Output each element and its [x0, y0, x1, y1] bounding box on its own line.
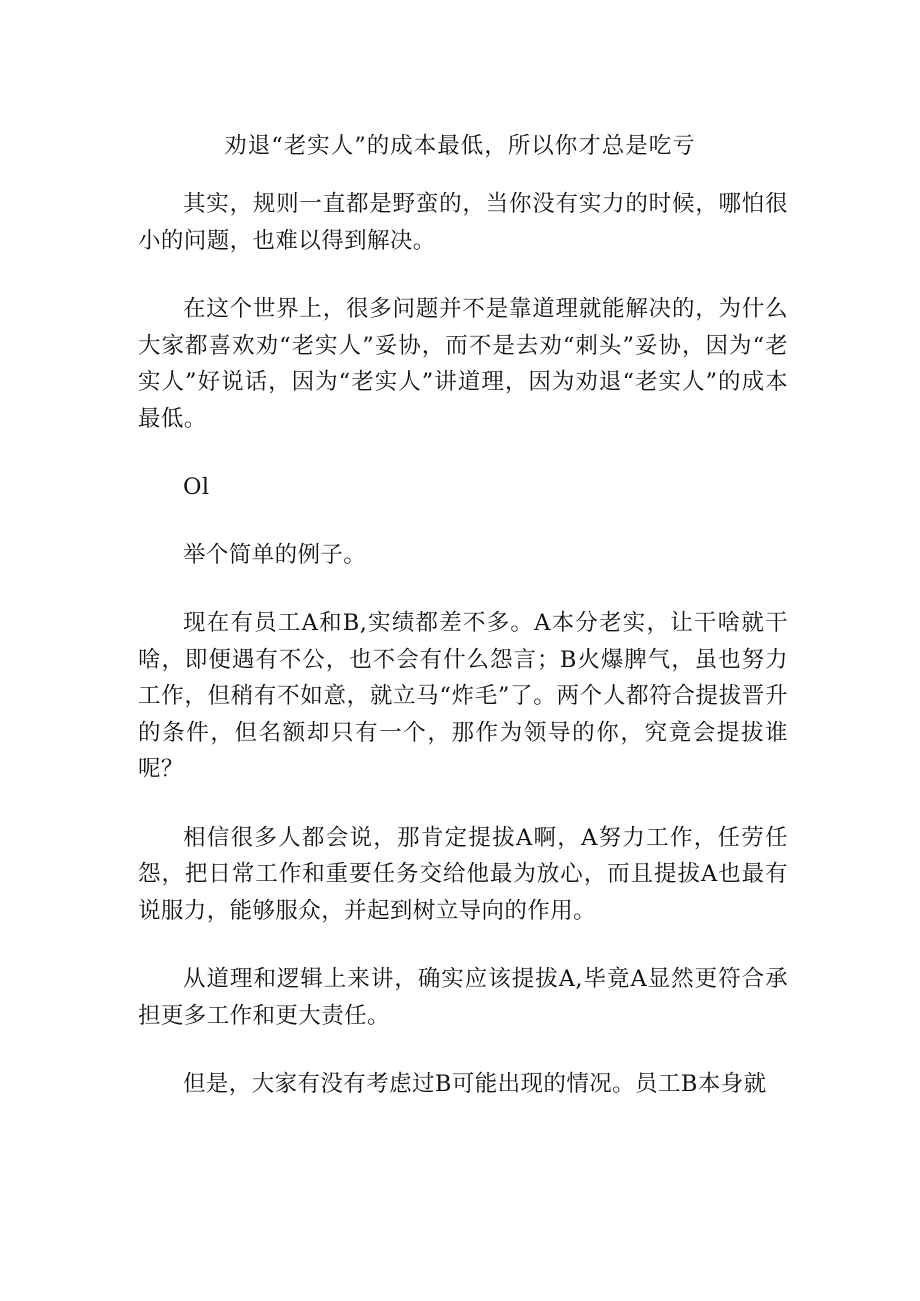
paragraph: 在这个世界上，很多问题并不是靠道理就能解决的，为什么大家都喜欢劝“老实人”妥协，而不是去劝“刺头”妥协，因为“老实人”好说话，因为“老实人”讲道理，因为劝退“老实人”的成本最低。	[138, 296, 788, 432]
document-body	[138, 186, 788, 1135]
paragraph: 从道理和逻辑上来讲，确实应该提拔A,毕竟A显然更符合承担更多工作和更大责任。	[138, 966, 788, 1029]
document-title: 劝退“老实人”的成本最低，所以你才总是吃亏	[224, 133, 696, 159]
section-marker: Ol	[183, 474, 210, 500]
paragraph: 举个简单的例子。	[183, 541, 367, 568]
paragraph: 但是，大家有没有考虑过B可能出现的情况。员工B本身就	[183, 1071, 767, 1097]
paragraph: 其实，规则一直都是野蛮的，当你没有实力的时候，哪怕很小的问题，也难以得到解决。	[138, 191, 788, 254]
paragraph: 现在有员工A和B,实绩都差不多。A本分老实，让干啥就干啥，即便遇有不公，也不会有什么怨言；B火爆脾气，虽也努力工作，但稍有不如意，就立马“炸毛”了。两个人都符合提拔晋升的条件，但名额却只有一个，那作为领导的你，究竟会提拔谁呢？	[138, 610, 788, 782]
paragraph: 相信很多人都会说，那肯定提拔A啊，A努力工作，任劳任怨，把日常工作和重要任务交给他最为放心，而且提拔A也最有说服力，能够服众，并起到树立导向的作用。	[138, 824, 788, 924]
